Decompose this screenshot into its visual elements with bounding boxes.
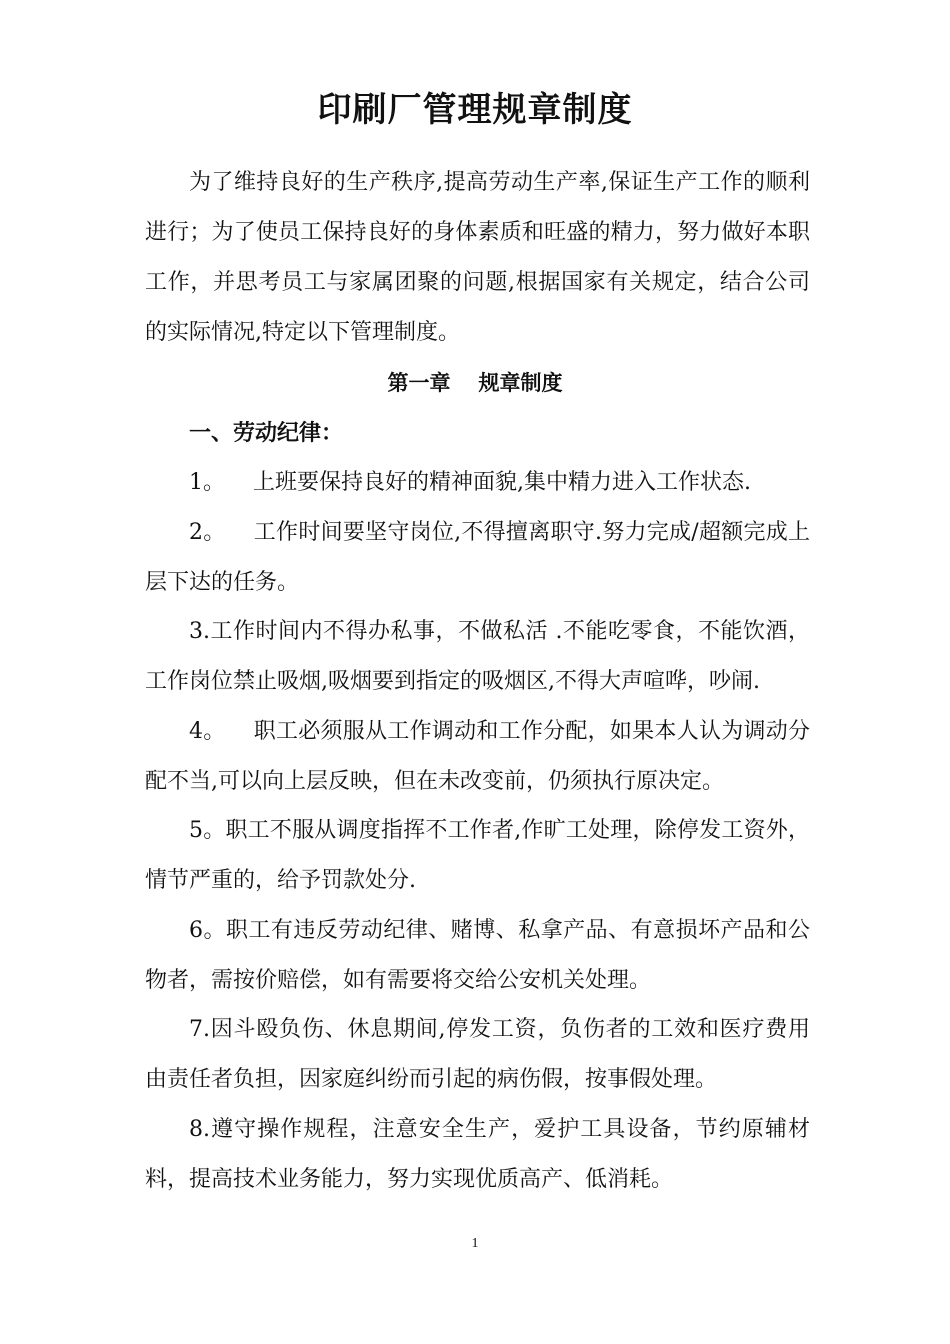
item-text: 工作时间内不得办私事，不做私活 .不能吃零食，不能饮酒，工作岗位禁止吸烟,吸烟要到指定的吸烟区,不得大声喧哗，吵闹. bbox=[145, 619, 810, 694]
chapter-name: 规章制度 bbox=[478, 370, 563, 395]
item-number: 3. bbox=[189, 619, 210, 644]
chapter-number: 第一章 bbox=[387, 370, 451, 395]
item-text: 工作时间要坚守岗位,不得擅离职守.努力完成/超额完成上层下达的任务。 bbox=[145, 520, 811, 595]
list-item bbox=[145, 607, 810, 707]
item-number: 8. bbox=[189, 1117, 210, 1142]
list-item bbox=[145, 806, 810, 906]
intro-paragraph: 为了维持良好的生产秩序,提高劳动生产率,保证生产工作的顺利进行；为了使员工保持良好的身体素质和旺盛的精力，努力做好本职工作，并思考员工与家属团聚的问题,根据国家有关规定，结合公司的实际情况,特定以下管理制度。 bbox=[145, 170, 810, 345]
section-heading: 一、劳动纪律： bbox=[189, 420, 344, 446]
item-text: 职工不服从调度指挥不工作者,作旷工处理，除停发工资外，情节严重的，给予罚款处分. bbox=[145, 818, 811, 893]
item-number: 5。 bbox=[189, 818, 226, 843]
item-text: 上班要保持良好的精神面貌,集中精力进入工作状态. bbox=[253, 470, 751, 495]
item-number: 7. bbox=[189, 1017, 210, 1042]
item-text: 职工必须服从工作调动和工作分配，如果本人认为调动分配不当,可以向上层反映，但在未改变前，仍须执行原决定。 bbox=[145, 719, 810, 794]
document-title: 印刷厂管理规章制度 bbox=[317, 90, 633, 130]
chapter-heading bbox=[0, 358, 950, 408]
item-text: 职工有违反劳动纪律、赌博、私拿产品、有意损坏产品和公物者，需按价赔偿，如有需要将交给公安机关处理。 bbox=[145, 918, 810, 993]
item-number: 1。 bbox=[189, 470, 225, 495]
list-item bbox=[145, 906, 810, 1006]
item-number: 2。 bbox=[189, 520, 226, 545]
list-item bbox=[145, 1005, 810, 1105]
item-number: 4。 bbox=[189, 719, 226, 744]
list-item bbox=[145, 707, 810, 807]
item-number: 6。 bbox=[189, 918, 226, 943]
item-text: 因斗殴负伤、休息期间,停发工资，负伤者的工效和医疗费用由责任者负担，因家庭纠纷而引起的病伤假，按事假处理。 bbox=[145, 1017, 810, 1092]
list-item bbox=[145, 458, 810, 508]
item-text: 遵守操作规程，注意安全生产，爱护工具设备，节约原辅材料，提高技术业务能力，努力实现优质高产、低消耗。 bbox=[145, 1117, 810, 1192]
list-item bbox=[145, 1105, 810, 1205]
list-item bbox=[145, 508, 810, 608]
page-number: 1 bbox=[471, 1236, 479, 1251]
